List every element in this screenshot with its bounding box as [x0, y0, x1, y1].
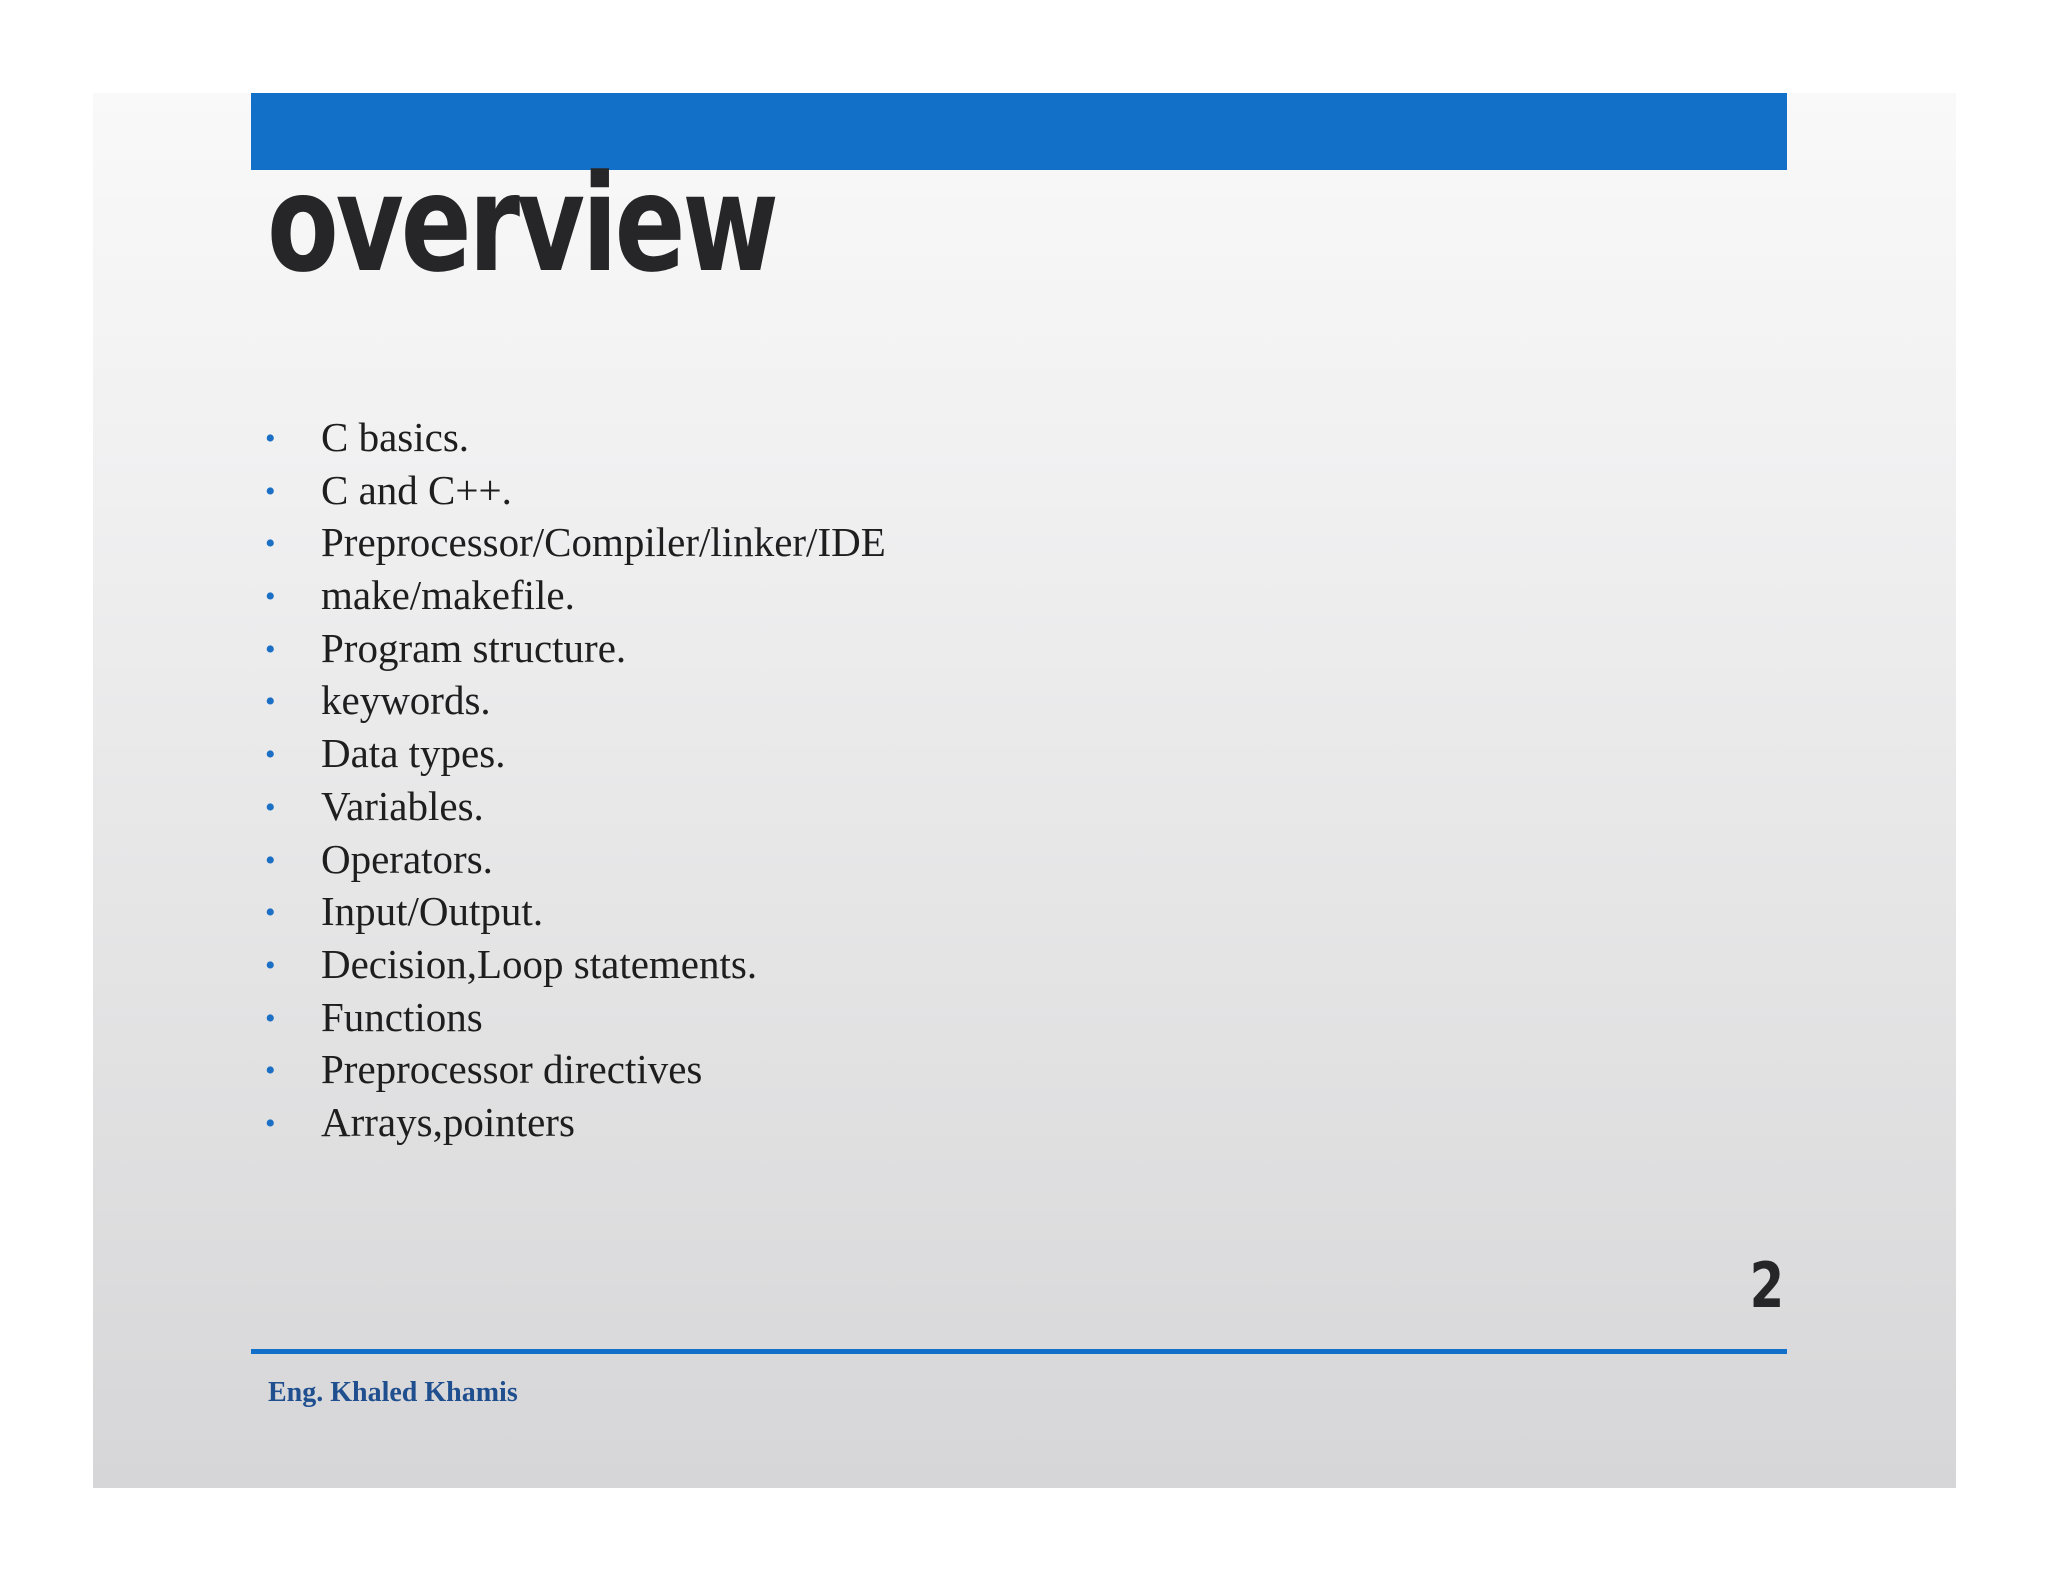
list-item	[265, 624, 886, 677]
bullet-list	[265, 413, 886, 1151]
bullet-text: Program structure.	[321, 624, 627, 671]
list-item	[265, 729, 886, 782]
list-item	[265, 571, 886, 624]
slide	[93, 93, 1956, 1488]
bullet-icon: •	[265, 1001, 276, 1035]
bullet-text: Operators.	[321, 835, 493, 882]
bullet-icon: •	[265, 632, 276, 666]
bullet-icon: •	[265, 527, 276, 561]
bullet-text: Functions	[321, 993, 483, 1040]
list-item	[265, 676, 886, 729]
list-item	[265, 887, 886, 940]
list-item	[265, 835, 886, 888]
list-item	[265, 518, 886, 571]
bullet-text: Preprocessor directives	[321, 1046, 703, 1093]
list-item	[265, 993, 886, 1046]
bullet-text: make/makefile.	[321, 572, 575, 619]
bullet-icon: •	[265, 580, 276, 614]
list-item	[265, 1098, 886, 1151]
bullet-text: C basics.	[321, 414, 470, 460]
list-item	[265, 782, 886, 835]
bullet-icon: •	[265, 422, 276, 455]
bullet-text: Arrays,pointers	[321, 1098, 575, 1145]
list-item	[265, 940, 886, 993]
bullet-text: Input/Output.	[321, 888, 544, 935]
bullet-icon: •	[265, 685, 276, 719]
list-item	[265, 413, 886, 466]
slide-title: overview	[267, 146, 776, 302]
page-number: 2	[1749, 1249, 1784, 1322]
bullet-icon: •	[265, 1106, 276, 1140]
bullet-text: Data types.	[321, 730, 506, 777]
bullet-text: Decision,Loop statements.	[321, 940, 758, 987]
bullet-text: C and C++.	[321, 466, 512, 513]
footer-divider	[251, 1349, 1787, 1354]
bullet-text: Preprocessor/Compiler/linker/IDE	[321, 519, 886, 566]
bullet-icon: •	[265, 843, 276, 877]
bullet-icon: •	[265, 738, 276, 772]
bullet-icon: •	[265, 1054, 276, 1088]
footer-author: Eng. Khaled Khamis	[268, 1377, 518, 1408]
bullet-text: Variables.	[321, 782, 484, 829]
bullet-icon: •	[265, 948, 276, 982]
list-item	[265, 466, 886, 519]
bullet-icon: •	[265, 896, 276, 930]
bullet-icon: •	[265, 790, 276, 824]
list-item	[265, 1045, 886, 1098]
bullet-text: keywords.	[321, 677, 491, 724]
bullet-icon: •	[265, 474, 276, 508]
